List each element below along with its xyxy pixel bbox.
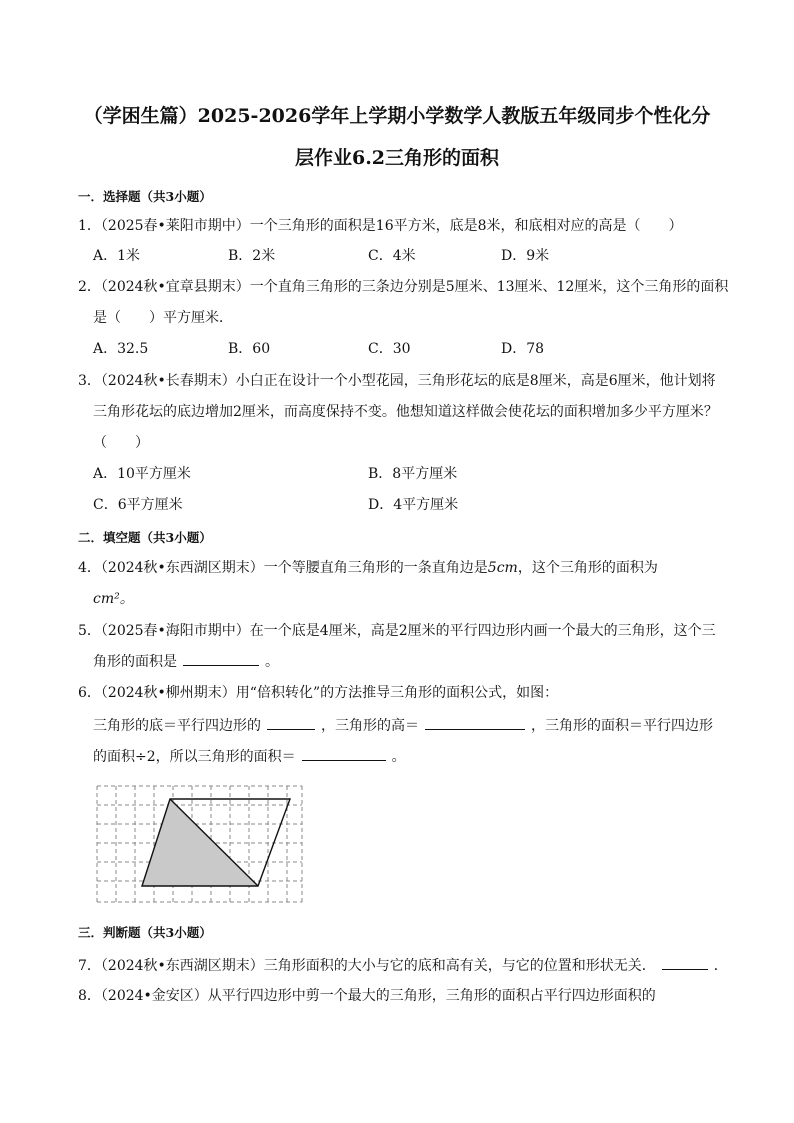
q6-text-a: 三角形的底＝平行四边形的 xyxy=(93,718,261,734)
q7-text: 7．（2024秋•东西湖区期末）三角形面积的大小与它的底和高有关，与它的位置和形状无关． xyxy=(78,958,656,974)
q6-blank-2[interactable] xyxy=(425,715,525,730)
question-3-line-3: （ ） xyxy=(93,435,149,451)
q2-option-a: A．32.5 xyxy=(93,341,149,357)
q6-text-c: ，三角形的面积＝平行四边形 xyxy=(531,718,713,734)
question-5-line-2 xyxy=(93,651,279,672)
title-line-1: （学困生篇）2025-2026学年上学期小学数学人教版五年级同步个性化分 xyxy=(83,105,711,127)
question-3-line-1: 3．（2024秋•长春期末）小白正在设计一个小型花园，三角形花坛的底是8厘米，高是6厘米，他计划将 xyxy=(78,373,716,389)
q5-answer-blank[interactable] xyxy=(183,651,259,666)
q7-end: ． xyxy=(713,958,728,974)
q1-option-d: D．9米 xyxy=(501,248,550,264)
question-8: 8．（2024•金安区）从平行四边形中剪一个最大的三角形，三角形的面积占平行四边形面积的 xyxy=(78,988,656,1004)
q3-option-b: B．8平方厘米 xyxy=(368,466,458,482)
q6-blank-3[interactable] xyxy=(302,746,386,761)
question-4-line-1 xyxy=(78,558,728,578)
q3-option-a: A．10平方厘米 xyxy=(93,466,191,482)
section-fill: 二．填空题（共3小题） xyxy=(78,530,212,545)
question-7 xyxy=(78,955,728,976)
q3-option-c: C．6平方厘米 xyxy=(93,497,183,513)
q6-text-d: 的面积÷2，所以三角形的面积＝ xyxy=(93,749,296,765)
question-5-line-1: 5．（2025春•海阳市期中）在一个底是4厘米，高是2厘米的平行四边形内画一个最大的三角形，这个三 xyxy=(78,623,716,639)
section-judge: 三．判断题（共3小题） xyxy=(78,925,212,940)
question-2-line-1: 2．（2024秋•宜章县期末）一个直角三角形的三条边分别是5厘米、13厘米、12厘米，这个三角形的面积 xyxy=(78,279,729,295)
question-4-line-2: cm²。 xyxy=(93,591,134,607)
section-choice: 一．选择题（共3小题） xyxy=(78,189,212,204)
parallelogram-grid-figure xyxy=(94,783,306,905)
q5-text: 角形的面积是 xyxy=(93,654,177,670)
q2-option-d: D．78 xyxy=(501,341,545,357)
q4-text-a: 4．（2024秋•东西湖区期末）一个等腰直角三角形的一条直角边是 xyxy=(78,560,488,576)
q4-unit: 5cm xyxy=(487,560,518,576)
q5-end: 。 xyxy=(265,654,279,670)
q1-option-b: B．2米 xyxy=(228,248,276,264)
question-2-line-2: 是（ ）平方厘米． xyxy=(93,310,233,326)
title-line-2: 层作业6.2三角形的面积 xyxy=(294,147,500,169)
q6-text-b: ，三角形的高＝ xyxy=(321,718,419,734)
q4-text-b: ，这个三角形的面积为 xyxy=(517,560,658,576)
q1-option-a: A．1米 xyxy=(93,248,141,264)
q2-option-b: B．60 xyxy=(228,341,271,357)
q3-option-d: D．4平方厘米 xyxy=(368,497,459,513)
question-6-line-1: 6．（2024秋•柳州期末）用“倍积转化”的方法推导三角形的面积公式，如图： xyxy=(78,685,559,701)
q6-text-e: 。 xyxy=(391,749,406,765)
q1-option-c: C．4米 xyxy=(368,248,416,264)
question-3-line-2: 三角形花坛的底边增加2厘米，而高度保持不变。他想知道这样做会使花坛的面积增加多少平方厘米？ xyxy=(93,404,718,420)
question-6-line-3 xyxy=(93,746,406,767)
q2-option-c: C．30 xyxy=(368,341,411,357)
q7-answer-blank[interactable] xyxy=(662,955,708,970)
question-6-line-2 xyxy=(93,715,713,736)
question-1: 1．（2025春•莱阳市期中）一个三角形的面积是16平方米，底是8米，和底相对应的高是（ ） xyxy=(78,218,683,234)
q6-blank-1[interactable] xyxy=(267,715,315,730)
